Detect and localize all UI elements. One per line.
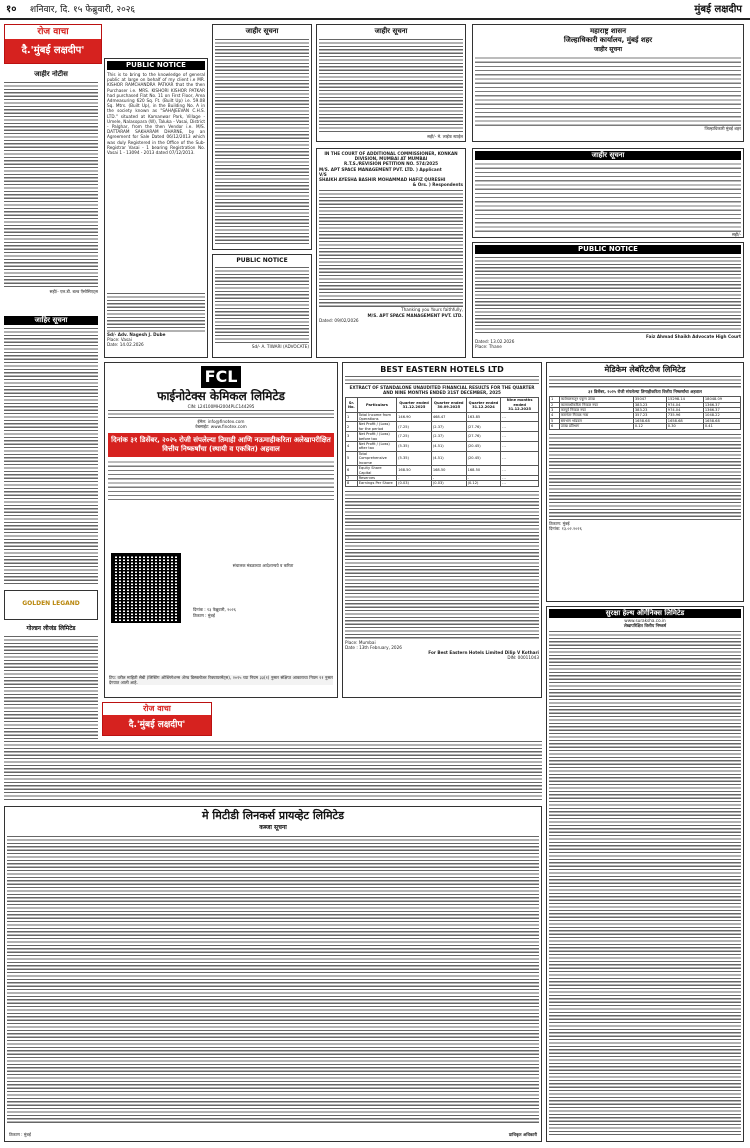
table-cell: 8 — [346, 481, 358, 486]
best-eastern-headline: EXTRACT OF STANDALONE UNAUDITED FINANCIAL RESULTS FOR THE QUARTER AND NINE MONTHS ENDED 31ST DECEMBER, 2025 — [349, 385, 535, 396]
table-cell: ... — [501, 481, 539, 486]
best-eastern-col-0: Sr. No. — [346, 398, 358, 412]
public-notice-3-body — [475, 256, 741, 334]
table-cell: 1658.68 — [703, 418, 740, 423]
govt-notice — [472, 24, 744, 142]
footer-right: प्राधिकृत अधिकारी — [508, 1131, 537, 1137]
table-cell: ... — [501, 432, 539, 442]
table-row — [550, 402, 741, 407]
best-eastern-notes — [345, 490, 539, 640]
best-eastern-col-4: Quarter ended 31.12.2024 — [466, 398, 501, 412]
meghdoot-notice — [4, 806, 542, 1142]
table-row — [346, 481, 539, 486]
best-eastern-table — [345, 397, 539, 486]
table-cell: 2 — [346, 422, 358, 432]
meghdoot-name: मे मिटीडी लिनकर्स प्रायव्हेट लिमिटेड — [202, 809, 344, 822]
footer-left: ठिकाण : मुंबई — [9, 1131, 31, 1137]
table-row — [346, 466, 539, 476]
table-cell: ... — [501, 466, 539, 476]
govt-title: महाराष्ट्र शासन — [589, 27, 627, 35]
table-cell: करपूर्व निव्वळ नफा — [559, 408, 633, 413]
court-parties: M/S. APT SPACE MANAGEMENT PVT. LTD. ) Applicant — [319, 166, 442, 172]
public-notice-2-body — [215, 266, 309, 344]
court-vs: V/S — [319, 171, 327, 177]
golden-logo-text: GOLDEN LEGAND — [22, 600, 80, 607]
table-cell: (2.37) — [431, 422, 466, 432]
fcl-ad — [104, 362, 338, 698]
brand-name: मुंबई लक्षदीप — [694, 4, 742, 15]
left-notice-2 — [4, 316, 98, 586]
right-notice-2-title: जाहीर सूचना — [475, 151, 741, 160]
meditech-results — [546, 362, 744, 602]
public-notice-1-place: Place: Vasai — [107, 337, 132, 343]
table-cell: 735.96 — [666, 413, 703, 418]
table-cell: (2.37) — [431, 432, 466, 442]
table-cell: 5 — [346, 451, 358, 465]
table-cell: 1658.68 — [666, 418, 703, 423]
qr-code — [111, 553, 181, 623]
mid-notice — [212, 24, 312, 250]
promo-2-main: दै.'मुंबई लक्षदीप' — [103, 715, 211, 735]
table-cell: उत्पन्न प्रतिभाग — [559, 424, 633, 429]
table-cell: 4 — [346, 442, 358, 452]
best-eastern-sign: For Best Eastern Hotels Limited Dilip V Kothari — [428, 650, 539, 656]
left-notice-1-title: जाहीर नोटीस — [34, 70, 68, 78]
suraksha-notice — [546, 606, 744, 1142]
left-notice-1 — [4, 70, 98, 310]
best-eastern-place: Place: Mumbai — [345, 639, 376, 645]
meghdoot-body — [7, 835, 539, 1125]
table-cell: Net Profit / (Loss) after tax — [357, 442, 396, 452]
best-eastern-col-5: Nine months ended 31.12.2025 — [501, 398, 539, 412]
table-cell: ... — [501, 451, 539, 465]
mid-notice-title: जाहीर सूचना — [245, 27, 279, 35]
table-cell: (0.03) — [431, 481, 466, 486]
fcl-cin: CIN: L24100MH2004PLC144295 — [187, 404, 255, 409]
table-cell: Earnings Per Share — [357, 481, 396, 486]
table-row — [550, 413, 741, 418]
court-date: Dated: 09/02/2026 — [319, 317, 359, 323]
right-notice-2 — [472, 148, 744, 238]
table-row — [550, 397, 741, 402]
meditech-address — [549, 375, 741, 389]
fcl-address — [108, 409, 334, 419]
table-cell: कार्यचलनातून एकूण उत्पन्न — [559, 397, 633, 402]
table-cell: 1658.68 — [633, 418, 666, 423]
table-cell: 383.23 — [633, 408, 666, 413]
table-cell: 146.90 — [397, 412, 432, 422]
table-cell: 7 — [346, 475, 358, 480]
table-cell: 1 — [346, 412, 358, 422]
table-cell: ... — [501, 422, 539, 432]
meditech-notes — [549, 433, 741, 521]
table-cell: 974.04 — [666, 408, 703, 413]
fcl-sign: संचालक मंडळाच्या आदेशान्वये व करिता — [232, 563, 294, 568]
table-cell: (4.51) — [431, 451, 466, 465]
table-cell: 168.50 — [431, 466, 466, 476]
table-cell: 168.50 — [466, 466, 501, 476]
table-cell: 0.12 — [633, 424, 666, 429]
table-row — [346, 432, 539, 442]
table-row — [550, 424, 741, 429]
best-eastern-col-2: Quarter ended 31.12.2025 — [397, 398, 432, 412]
court-body — [319, 189, 463, 307]
table-row — [346, 422, 539, 432]
public-notice-3 — [472, 242, 744, 358]
table-cell: 1 — [550, 397, 560, 402]
best-eastern-name: BEST EASTERN HOTELS LTD — [380, 365, 504, 374]
table-cell: 15298.14 — [666, 397, 703, 402]
govt-sub: जिल्हाधिकारी कार्यालय, मुंबई शहर — [563, 36, 653, 44]
public-notice-1-body-rest — [107, 292, 205, 332]
public-notice-2-sign: Sd/- A. TIWARI (ADVOCATE) — [251, 344, 309, 349]
meditech-date: दिनांक: १३.०२.२०२६ — [549, 525, 582, 531]
fcl-date: दिनांक : १३ फेब्रुवारी, २०२६ — [193, 607, 236, 612]
best-eastern — [342, 362, 542, 698]
fcl-place: ठिकाण : मुंबई — [193, 613, 215, 618]
table-cell: (4.51) — [431, 442, 466, 452]
table-cell: करानंतर निव्वळ नफा — [559, 413, 633, 418]
fcl-logo: FCL — [201, 366, 241, 388]
table-cell: (20.45) — [466, 442, 501, 452]
table-cell: Net Profit / (Loss) before tax — [357, 432, 396, 442]
table-cell: 5 — [550, 418, 560, 423]
golden-logo — [4, 590, 98, 620]
table-cell: कालावधीकरिता निव्वळ नफा — [559, 402, 633, 407]
table-cell: ... — [501, 442, 539, 452]
fcl-name: फाईनोटेक्स केमिकल लिमिटेड — [157, 389, 285, 403]
left-notice-2-body — [4, 327, 98, 585]
table-cell: (27.76) — [466, 422, 501, 432]
golden-body-wide — [4, 740, 542, 802]
table-cell: (5.35) — [397, 451, 432, 465]
court-company: M/S. APT SPACE MANAGEMENT PVT. LTD. — [367, 312, 463, 318]
table-cell: 2 — [550, 402, 560, 407]
table-cell: - — [397, 475, 432, 480]
best-eastern-date: Date : 13th February, 2026 — [345, 644, 402, 650]
golden-notice-wide — [4, 740, 542, 802]
best-eastern-din: DIN: 00011043 — [507, 655, 539, 661]
govt-body — [475, 56, 741, 126]
fcl-web: वेबसाईट: www.finotex.com — [195, 424, 247, 430]
public-notice-3-place: Place: Thane — [475, 344, 502, 350]
table-row — [346, 451, 539, 465]
table-cell: (20.45) — [466, 451, 501, 465]
left-notice-2-title: जाहिर सूचना — [4, 316, 98, 325]
left-notice-1-body — [4, 81, 98, 289]
table-cell: Total Income from Operations — [357, 412, 396, 422]
golden-title: गोल्डन लीजंड लिमिटेड — [26, 625, 76, 632]
table-cell: (7.25) — [397, 422, 432, 432]
table-cell: - — [431, 475, 466, 480]
suraksha-body — [549, 630, 741, 1135]
table-cell: 6 — [346, 466, 358, 476]
table-cell: (5.35) — [397, 442, 432, 452]
table-cell: 163.85 — [466, 412, 501, 422]
table-cell: 168.50 — [397, 466, 432, 476]
table-cell: (27.76) — [466, 432, 501, 442]
table-cell: 1366.37 — [703, 408, 740, 413]
right-notice-title: जाहीर सूचना — [374, 27, 408, 35]
table-cell: Total Comprehensive Income — [357, 451, 396, 465]
court-others: & Ors. ) Respondents — [412, 182, 463, 188]
table-cell: 1366.37 — [703, 402, 740, 407]
right-notice-2-sign: सही/- — [731, 232, 741, 237]
table-cell: 6 — [550, 424, 560, 429]
suraksha-web: www.suraksha.co.in — [624, 618, 666, 623]
meditech-place: ठिकाण: मुंबई — [549, 520, 570, 526]
table-cell: 3 — [346, 432, 358, 442]
table-cell: ... — [501, 475, 539, 480]
court-title: IN THE COURT OF ADDITIONAL COMMISSIONER, KONKAN DIVISION, MUMBAI AT MUMBAI — [324, 151, 458, 162]
public-notice-3-date: Dated: 13.02.2026 — [475, 339, 515, 345]
meditech-table — [549, 396, 741, 429]
promo-2-top: रोज वाचा — [103, 703, 211, 715]
right-notice-sign: सही/- मे. लाईफ स्टाईल — [427, 134, 463, 139]
right-notice-2-body — [475, 162, 741, 232]
court-case: R.T.S./REVISION PETITION NO. 574/2025 — [343, 161, 439, 167]
court-notice — [316, 148, 466, 358]
fcl-headline: दिनांक ३१ डिसेंबर, २०२५ रोजी संपलेल्या तिमाही आणि नऊमाहीकरिता अलेखापरीक्षित वित्तीय निष्कर्षांचा (स्थायी व एकत्रित) अहवाल — [108, 433, 334, 457]
table-cell: (0.12) — [466, 481, 501, 486]
govt-sign: जिल्हाधिकारी मुंबई शहर — [704, 126, 741, 131]
promo-top: रोज वाचा — [5, 25, 101, 39]
meghdoot-title: कब्जा सूचना — [259, 824, 287, 831]
table-cell: 383.23 — [633, 402, 666, 407]
fcl-body — [108, 460, 334, 500]
best-eastern-col-3: Quarter ended 30.09.2025 — [431, 398, 466, 412]
table-row — [346, 412, 539, 422]
date-line: शनिवार, दि. १५ फेब्रुवारी, २०२६ — [30, 5, 136, 15]
right-notice-body — [319, 38, 463, 134]
best-eastern-address — [345, 375, 539, 385]
public-notice-1-sign: Sd/- Adv. Nagesh J. Dube — [107, 332, 166, 337]
page-number: १० — [6, 4, 17, 15]
table-cell: 0.41 — [703, 424, 740, 429]
table-cell: 357.23 — [633, 413, 666, 418]
mid-notice-body — [215, 38, 309, 244]
table-cell: (7.25) — [397, 432, 432, 442]
meditech-table-title: ३१ डिसेंबर, २०२५ रोजी संपलेल्या तिमाहीकरिता वित्तीय निष्कर्षांचा अहवाल — [588, 389, 702, 394]
table-cell: 18048.09 — [703, 397, 740, 402]
table-cell: Equity Share Capital — [357, 466, 396, 476]
table-cell: 974.04 — [666, 402, 703, 407]
meditech-name: मेडिकेम लेबॉरेटरीज लिमिटेड — [604, 365, 686, 374]
public-notice-1 — [104, 58, 208, 358]
public-notice-2-title: PUBLIC NOTICE — [236, 257, 288, 264]
table-cell: 35047 — [633, 397, 666, 402]
table-cell: Net Profit / (Loss) for the period — [357, 422, 396, 432]
table-cell: समभाग भांडवल — [559, 418, 633, 423]
table-cell: (0.03) — [397, 481, 432, 486]
promo-box-2 — [102, 702, 212, 736]
public-notice-1-title: PUBLIC NOTICE — [107, 61, 205, 70]
table-cell: 4 — [550, 413, 560, 418]
govt-notice-title: जाहीर सूचना — [593, 46, 623, 53]
page-header — [0, 0, 750, 20]
promo-box — [4, 24, 102, 64]
right-notice — [316, 24, 466, 142]
left-notice-1-sign: सही/- एल.डी. बल्ड ऍसोसिएट्स — [49, 289, 98, 294]
promo-main: दै.'मुंबई लक्षदीप' — [5, 39, 101, 63]
table-row — [346, 442, 539, 452]
table-cell: - — [466, 475, 501, 480]
table-cell: 3 — [550, 408, 560, 413]
public-notice-1-body: This is to bring to the knowledge of general public at large on behalf of my client i.e MR. KISHOR RAMCHANDRA PATKAR that the then Purchaser i.e. MRS. KISHORI KISHOR PATKAR had purchased Flat No. 11 on First Floor, Area Admeasuring 620 Sq. Ft. (Built Up) i.e. 59.08 Sq. Mtrs. (Built Up), in the Building No. A in the society known as "SAHAJEEVAN C.H.S. LTD." situated at Kamanwar Park, Village - Umele, Nalasopara (W), Taluka - Vasai, District - Palghar, from the then Vendor i.e. M/S. DATTARAM SAKHARAM DHARNE, by an Agreement for Sale Dated 06/12/2013 which was duly Registered in the Office of the Sub-Registrar Vasai - 1 bearing Registration No. Vasai 1 - 13094 - 2013 dated 07/12/2013. — [107, 72, 205, 156]
public-notice-1-date: Date: 14.02.2026 — [107, 342, 144, 348]
table-row — [550, 418, 741, 423]
court-respondent: SHAIKH AYESHA BASHIR MOHAMMAD HAFIZ QURESHI — [319, 177, 446, 183]
table-cell: 0.30 — [666, 424, 703, 429]
suraksha-note: लेखापरिक्षित वित्तीय निष्कर्ष — [623, 623, 667, 629]
table-cell: Reserves — [357, 475, 396, 480]
table-cell: ... — [501, 412, 539, 422]
public-notice-3-sign: Faiz Ahmad Shaikh Advocate High Court — [646, 334, 741, 339]
fcl-email: ईमेल: info@finotex.com — [197, 419, 245, 425]
table-cell: 468.47 — [431, 412, 466, 422]
public-notice-3-title: PUBLIC NOTICE — [475, 245, 741, 254]
suraksha-name: सुरक्षा हेल्थ ऑर्गेनिक्स लिमिटेड — [549, 609, 741, 618]
fcl-note: टिप: वरील माहिती सेबी (लिस्टिंग ऑब्लिगेशन्स ॲण्ड डिस्क्लोजर रिक्वायरमेंट्स), २०१५ च्या नियम ३३(१) नुसार संक्षिप्त आकाराचा नियम ११ नुसार देण्यात आली आहे. — [109, 675, 333, 686]
table-cell: 1048.22 — [703, 413, 740, 418]
best-eastern-col-1: Particulars — [357, 398, 396, 412]
public-notice-2 — [212, 254, 312, 358]
court-sign: Thanking you Yours faithfully, — [401, 307, 463, 313]
